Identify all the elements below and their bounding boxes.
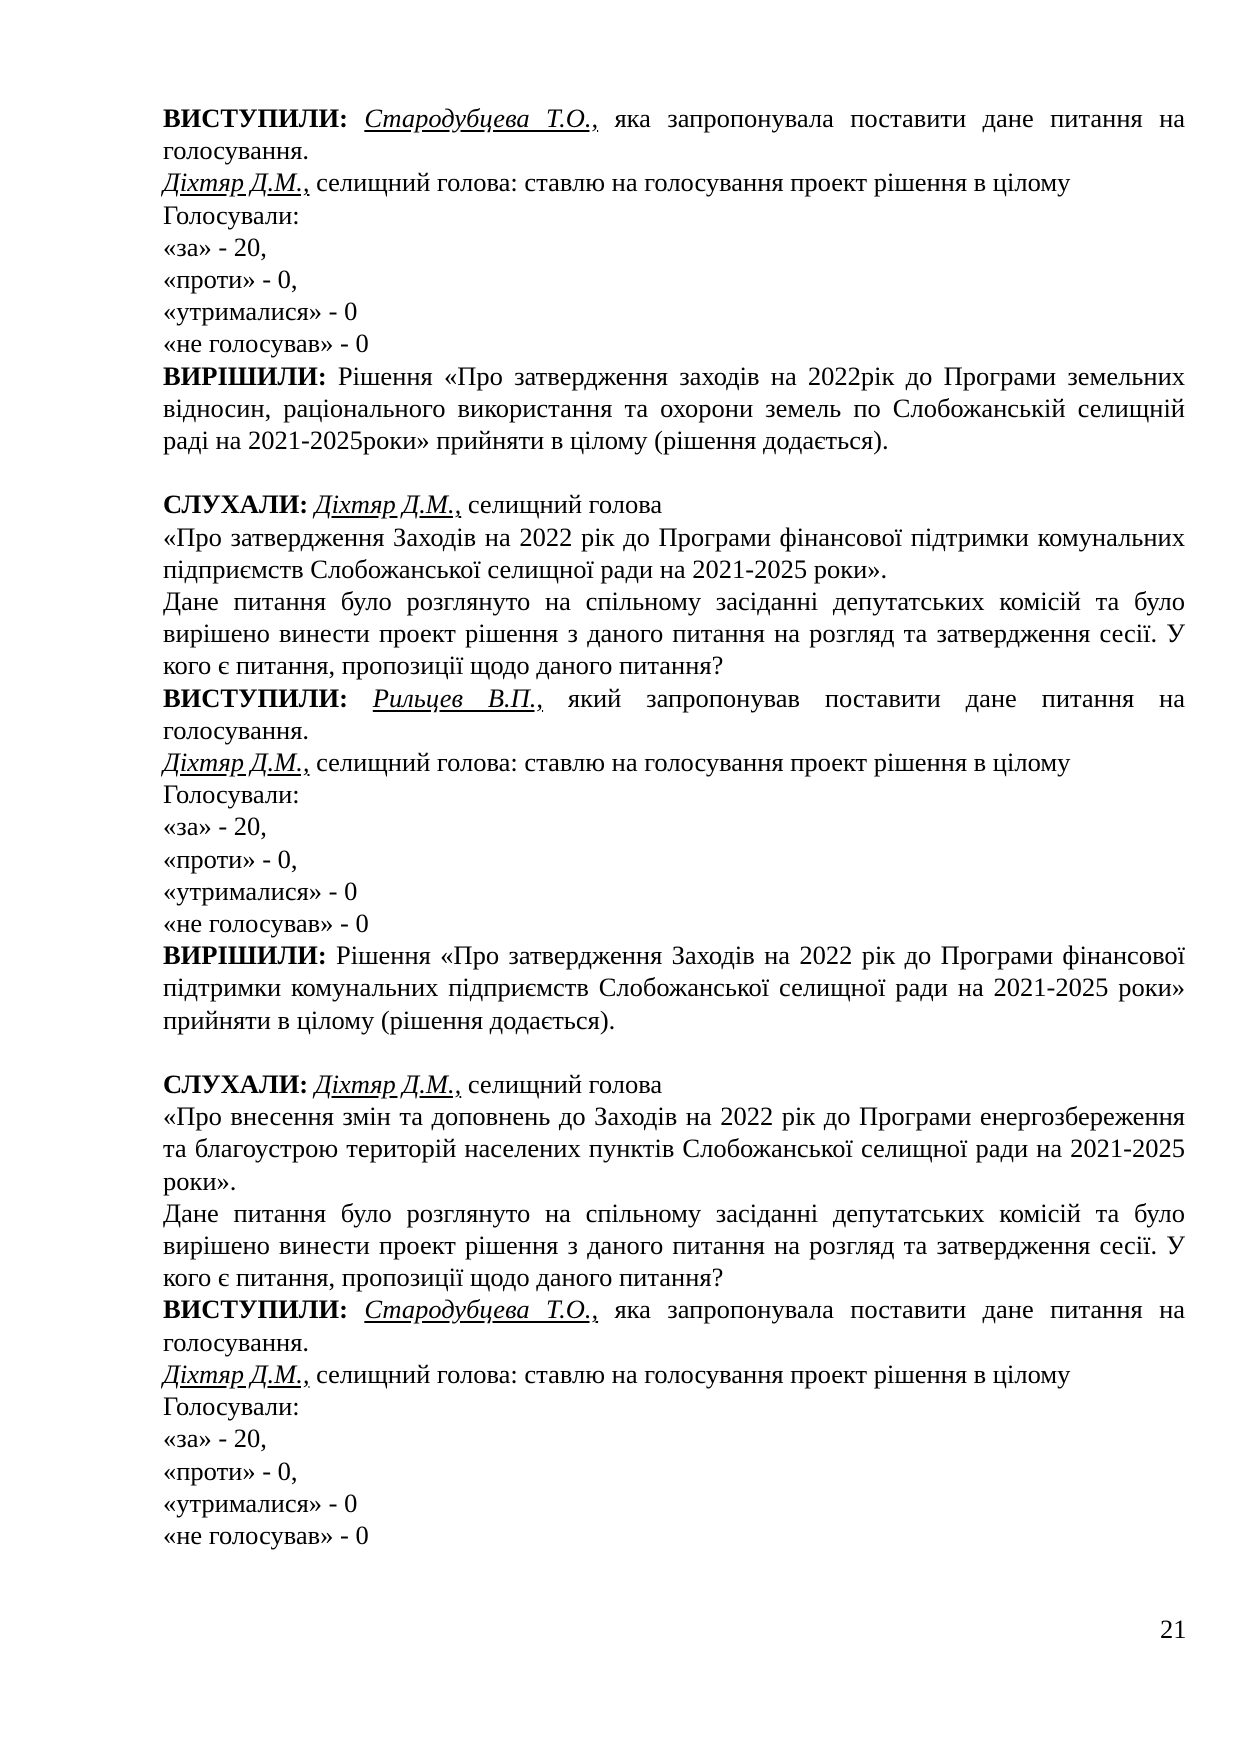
body-paragraph xyxy=(163,1100,1185,1197)
paragraph-text: Дане питання було розглянуто на спільному засіданні депутатських комісій та було вирішено винести проект рішення з даного питання на розгляд та затвердження сесії. У кого є питання, пропозиції щодо даного питання? xyxy=(163,1197,1185,1293)
section-keyword: ВИРІШИЛИ: xyxy=(163,940,327,971)
speaker-name: Діхтяр Д.М., xyxy=(163,1358,310,1389)
speaker-name: Рильцев В.П., xyxy=(372,682,544,713)
speaker-name: Стародубцева Т.О., xyxy=(364,103,599,133)
paragraph-text: «Про затвердження Заходів на 2022 рік до Програми фінансової підтримки комунальних підприємств Слобожанської селищної ради на 2021-2025 роки». xyxy=(163,521,1185,584)
document-page xyxy=(163,102,1185,1551)
text-line xyxy=(163,810,1185,842)
paragraph-text: «проти» - 0, xyxy=(163,1455,298,1486)
paragraph-text: який запропонував поставити дане питання на голосування. xyxy=(163,682,1186,745)
paragraph-text: селищний голова xyxy=(467,489,663,520)
decision-paragraph xyxy=(163,939,1185,1036)
text-line xyxy=(163,875,1185,907)
body-paragraph xyxy=(163,1197,1185,1294)
text-line xyxy=(163,231,1185,263)
page-number: 21 xyxy=(1160,1614,1187,1644)
speaker-name: Стародубцева Т.О., xyxy=(364,1294,599,1325)
text-line xyxy=(163,199,1185,231)
blank-line xyxy=(163,1036,1185,1068)
paragraph-text: Голосували: xyxy=(163,1391,300,1422)
section-keyword: СЛУХАЛИ: xyxy=(163,489,309,520)
paragraph-text: «за» - 20, xyxy=(163,811,267,842)
speaker-name: Діхтяр Д.М., xyxy=(314,489,462,520)
speech-paragraph xyxy=(163,1068,1185,1100)
decision-paragraph xyxy=(163,360,1185,457)
speaker-name: Діхтяр Д.М., xyxy=(163,167,310,198)
speaker-name: Діхтяр Д.М., xyxy=(314,1069,462,1100)
speech-paragraph xyxy=(163,1293,1185,1357)
paragraph-text: селищний голова: ставлю на голосування проект рішення в цілому xyxy=(316,1358,1071,1389)
paragraph-text: селищний голова: ставлю на голосування проект рішення в цілому xyxy=(316,167,1071,198)
paragraph-text: Голосували: xyxy=(163,779,300,810)
paragraph-text: «не голосував» - 0 xyxy=(163,908,369,939)
text-line xyxy=(163,1390,1185,1422)
paragraph-text: Рішення «Про затвердження Заходів на 2022 рік до Програми фінансової підтримки комунальних підприємств Слобожанської селищної ради на 2021-2025 роки» прийняти в цілому (рішення додається). xyxy=(163,940,1186,1035)
speech-paragraph xyxy=(163,102,1185,166)
body-paragraph xyxy=(163,585,1185,682)
text-line xyxy=(163,1487,1185,1519)
paragraph-text: «проти» - 0, xyxy=(163,843,298,874)
paragraph-text: селищний голова: ставлю на голосування проект рішення в цілому xyxy=(316,747,1071,778)
speech-paragraph xyxy=(163,488,1185,520)
section-keyword: ВИСТУПИЛИ: xyxy=(163,103,348,133)
text-line xyxy=(163,1519,1185,1551)
text-line xyxy=(163,907,1185,939)
paragraph-text: яка запропонувала поставити дане питання на голосування. xyxy=(163,103,1186,166)
section-keyword: ВИСТУПИЛИ: xyxy=(163,1294,348,1325)
text-line xyxy=(163,166,1185,198)
speech-paragraph xyxy=(163,682,1185,746)
paragraph-text: яка запропонувала поставити дане питання на голосування. xyxy=(163,1294,1186,1357)
text-line xyxy=(163,263,1185,295)
paragraph-text: «утрималися» - 0 xyxy=(163,875,358,906)
text-line xyxy=(163,1358,1185,1390)
section-keyword: ВИСТУПИЛИ: xyxy=(163,682,348,713)
paragraph-text: Рішення «Про затвердження заходів на 2022рік до Програми земельних відносин, раціонального використання та охорони земель по Слобожанській селищній раді на 2021-2025роки» прийняти в цілому (рішення додається). xyxy=(163,360,1185,456)
section-keyword: ВИРІШИЛИ: xyxy=(163,360,327,391)
paragraph-text: «не голосував» - 0 xyxy=(163,1519,369,1550)
paragraph-text: Голосували: xyxy=(163,199,300,230)
text-line xyxy=(163,843,1185,875)
paragraph-text: «проти» - 0, xyxy=(163,264,298,295)
text-line xyxy=(163,1455,1185,1487)
blank-line xyxy=(163,456,1185,488)
paragraph-text: «утрималися» - 0 xyxy=(163,296,358,327)
speaker-name: Діхтяр Д.М., xyxy=(163,747,310,778)
text-line xyxy=(163,295,1185,327)
paragraph-text: «Про внесення змін та доповнень до Заходів на 2022 рік до Програми енергозбереження та благоустрою територій населених пунктів Слобожанської селищної ради на 2021-2025 роки». xyxy=(163,1101,1185,1196)
paragraph-text: «за» - 20, xyxy=(163,231,267,262)
paragraph-text: Дане питання було розглянуто на спільному засіданні депутатських комісій та було вирішено винести проект рішення з даного питання на розгляд та затвердження сесії. У кого є питання, пропозиції щодо даного питання? xyxy=(163,586,1185,681)
text-line xyxy=(163,1422,1185,1454)
text-line xyxy=(163,327,1185,359)
paragraph-text: «не голосував» - 0 xyxy=(163,328,369,359)
body-paragraph xyxy=(163,521,1185,585)
paragraph-text: селищний голова xyxy=(467,1069,663,1100)
paragraph-text: «утрималися» - 0 xyxy=(163,1487,358,1518)
paragraph-text: «за» - 20, xyxy=(163,1423,267,1454)
section-keyword: СЛУХАЛИ: xyxy=(163,1069,309,1100)
text-line xyxy=(163,746,1185,778)
text-line xyxy=(163,778,1185,810)
